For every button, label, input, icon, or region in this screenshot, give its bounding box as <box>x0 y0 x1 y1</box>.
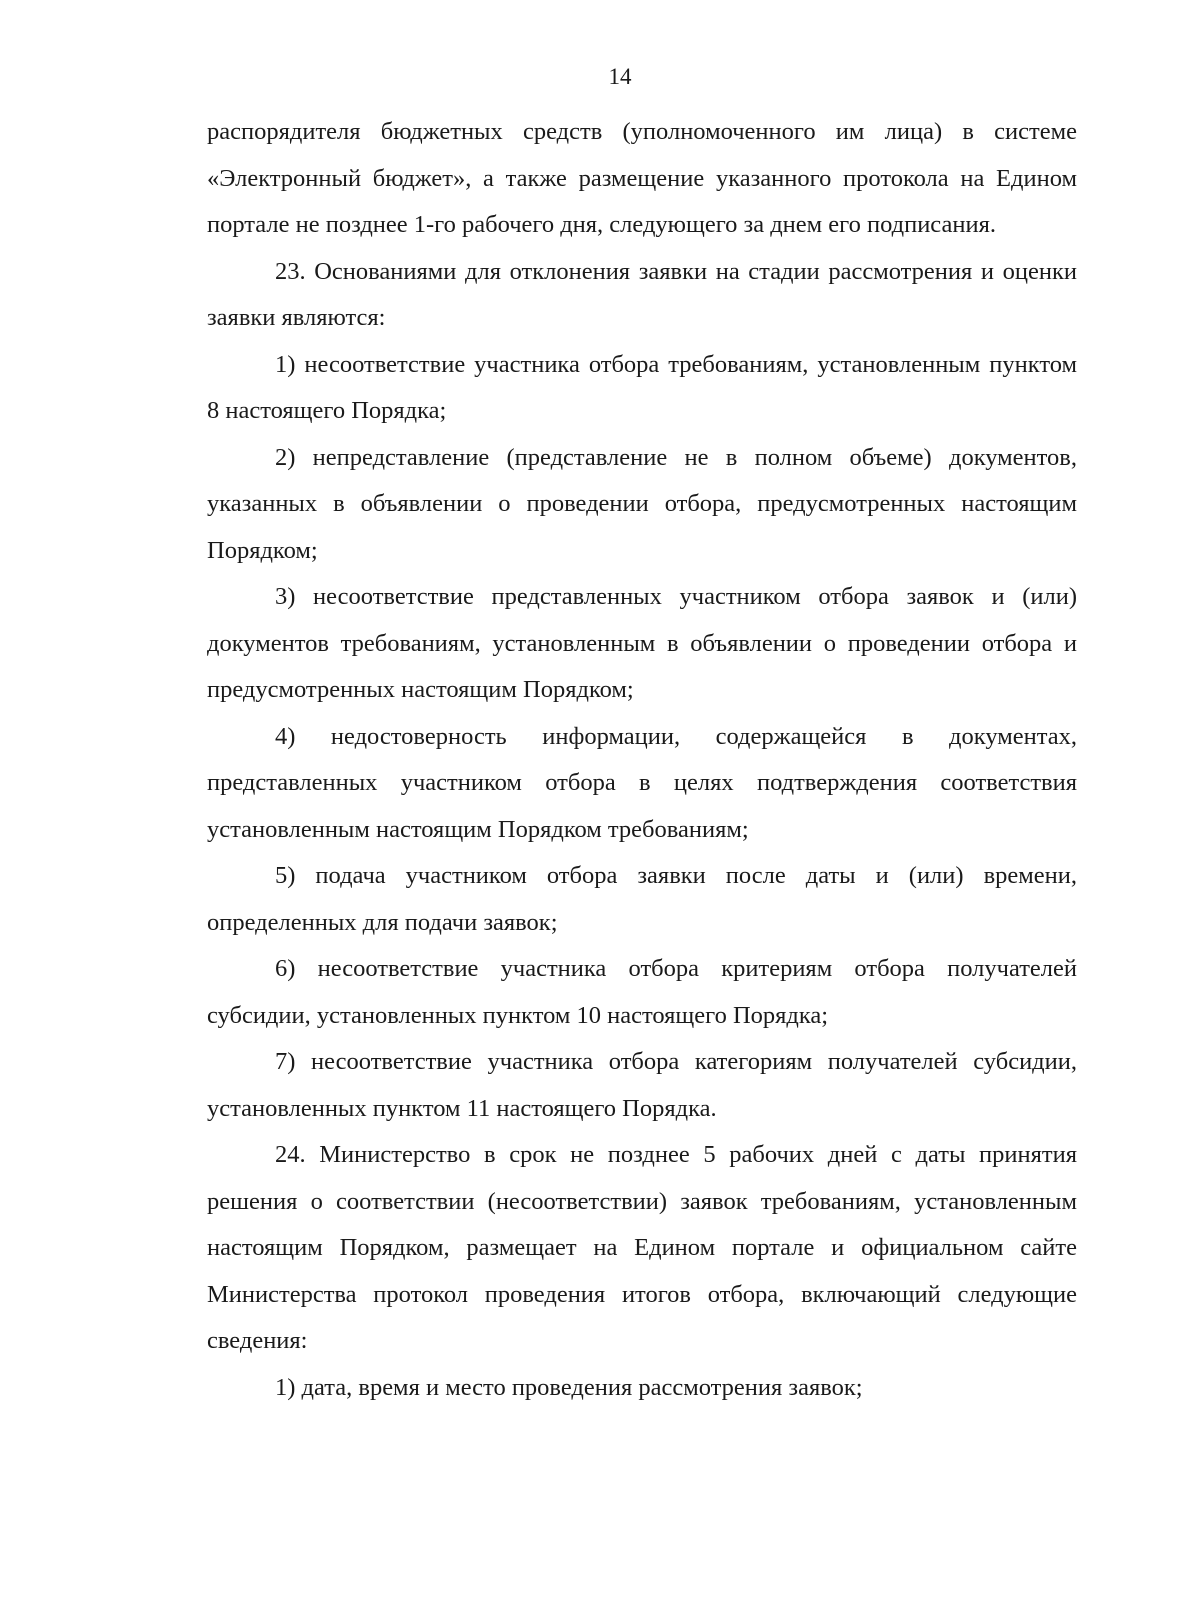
paragraph-item-23: 23. Основаниями для отклонения заявки на стадии рассмотрения и оценки заявки являются: <box>207 257 1077 331</box>
list-item-23-7: 7) несоответствие участника отбора категориям получателей субсидии, установленных пунктом 11 настоящего Порядка. <box>207 1048 1077 1122</box>
list-item-23-1: 1) несоответствие участника отбора требованиям, установленным пунктом 8 настоящего Порядка; <box>207 350 1077 424</box>
list-item-23-5: 5) подача участником отбора заявки после даты и (или) времени, определенных для подачи заявок; <box>207 862 1077 936</box>
list-item-24-1: 1) дата, время и место проведения рассмотрения заявок; <box>275 1373 863 1401</box>
page-number: 14 <box>608 64 632 89</box>
list-item-23-4: 4) недостоверность информации, содержащейся в документах, представленных участником отбора в целях подтверждения соответствия установленным настоящим Порядком требованиям; <box>207 722 1077 843</box>
list-item-23-3: 3) несоответствие представленных участником отбора заявок и (или) документов требованиям, установленным в объявлении о проведении отбора и предусмотренных настоящим Порядком; <box>207 583 1077 703</box>
document-body <box>207 109 1077 1411</box>
paragraph-item-24: 24. Министерство в срок не позднее 5 рабочих дней с даты принятия решения о соответствии (несоответствии) заявок требованиям, установленным настоящим Порядком, размещает на Едином портале и официальном сайте Министерства протокол проведения итогов отбора, включающий следующие сведения: <box>207 1141 1077 1354</box>
list-item-23-6: 6) несоответствие участника отбора критериям отбора получателей субсидии, установленных пунктом 10 настоящего Порядка; <box>207 955 1077 1029</box>
paragraph-continuation: распорядителя бюджетных средств (уполномоченного им лица) в системе «Электронный бюджет», а также размещение указанного протокола на Едином портале не позднее 1-го рабочего дня, следующего за днем его подписания. <box>207 118 1077 238</box>
list-item-23-2: 2) непредставление (представление не в полном объеме) документов, указанных в объявлении о проведении отбора, предусмотренных настоящим Порядком; <box>207 443 1077 564</box>
